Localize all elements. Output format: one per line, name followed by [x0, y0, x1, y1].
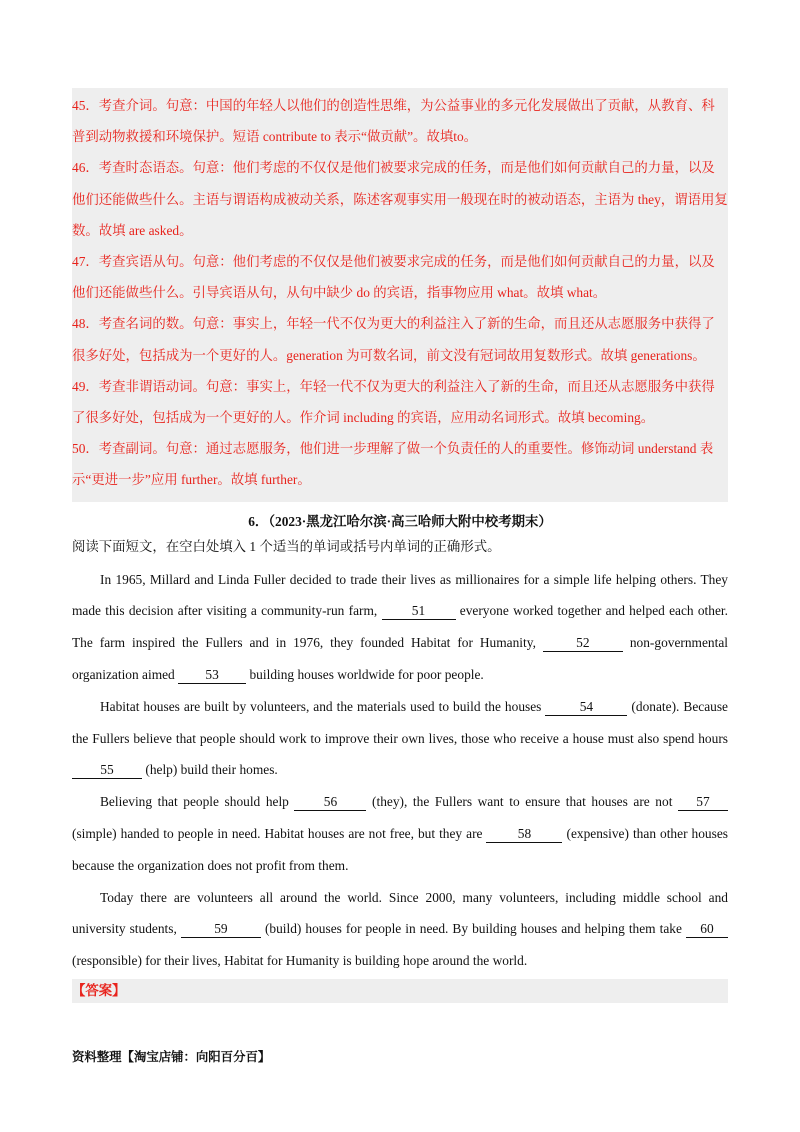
explanation-box — [72, 88, 728, 502]
passage-text: (simple) handed to people in need. Habitat houses are not free, but they are — [72, 826, 483, 842]
passage-text: Believing that people should help — [100, 794, 289, 810]
explanation-47: 47．考查宾语从句。句意：他们考虑的不仅仅是他们被要求完成的任务，而是他们如何贡献自己的力量，以及他们还能做些什么。引导宾语从句，从句中缺少 do 的宾语，指事物应用 what。故填 what。 — [72, 254, 715, 301]
blank-54[interactable]: 54 — [545, 698, 627, 716]
passage-text: (donate). Because the Fullers believe that people should work to improve their own lives, those who receive a house must also spend hours — [72, 698, 728, 746]
blank-59[interactable]: 59 — [181, 920, 261, 938]
passage-text: Habitat houses are built by volunteers, and the materials used to build the houses — [100, 698, 542, 714]
passage-text: (they), the Fullers want to ensure that houses are not — [372, 794, 673, 810]
blank-58[interactable]: 58 — [486, 825, 562, 843]
blank-60[interactable]: 60 — [686, 920, 728, 938]
passage-text: (responsible) for their lives, Habitat for Humanity is building hope around the world. — [72, 953, 528, 969]
explanation-48: 48．考查名词的数。句意：事实上，年轻一代不仅为更大的利益注入了新的生命，而且还从志愿服务中获得了很多好处，包括成为一个更好的人。generation 为可数名词，前文没有冠词故用复数形式。故填 generations。 — [72, 316, 715, 363]
page-content — [72, 88, 728, 1003]
passage-text: In 1965, Millard and Linda Fuller decided to trade their lives as millionaires for a simple life helping others. They made this decision after visiting a community-run farm, — [72, 571, 728, 619]
passage-paragraph-4 — [72, 882, 728, 977]
passage-paragraph-2 — [72, 691, 728, 786]
explanation-45: 45．考查介词。句意：中国的年轻人以他们的创造性思维，为公益事业的多元化发展做出了贡献，从教育、科普到动物救援和环境保护。短语 contribute to 表示“做贡献”。故填to。 — [72, 98, 715, 145]
passage-text: (help) build their homes. — [145, 762, 278, 778]
reading-passage — [72, 564, 728, 977]
passage-text: (build) houses for people in need. By building houses and helping them take — [264, 921, 682, 937]
explanation-50: 50．考查副词。句意：通过志愿服务，他们进一步理解了做一个负责任的人的重要性。修饰动词 understand 表示“更进一步”应用 further。故填 further。 — [72, 441, 714, 488]
blank-55[interactable]: 55 — [72, 761, 142, 779]
blank-57[interactable]: 57 — [678, 793, 728, 811]
passage-text: non-governmental organization aimed — [72, 635, 728, 683]
answer-label: 【答案】 — [72, 979, 728, 1003]
passage-text: building houses worldwide for poor people. — [249, 667, 484, 683]
passage-paragraph-1 — [72, 564, 728, 691]
blank-53[interactable]: 53 — [178, 666, 246, 684]
explanation-46: 46．考查时态语态。句意：他们考虑的不仅仅是他们被要求完成的任务，而是他们如何贡献自己的力量，以及他们还能做些什么。主语与谓语构成被动关系，陈述客观事实用一般现在时的被动语态，主语为 they，谓语用复数。故填 are asked。 — [72, 160, 728, 238]
explanation-49: 49．考查非谓语动词。句意：事实上，年轻一代不仅为更大的利益注入了新的生命，而且还从志愿服务中获得了很多好处，包括成为一个更好的人。作介词 including 的宾语，应用动名词形式。故填 becoming。 — [72, 378, 715, 426]
blank-52[interactable]: 52 — [543, 634, 623, 652]
passage-text: (expensive) than other houses because the organization does not profit from them. — [72, 826, 728, 873]
passage-text: Today there are volunteers all around the world. Since 2000, many volunteers, including middle school and university students, — [72, 889, 728, 937]
blank-51[interactable]: 51 — [382, 602, 456, 620]
footer-source: 资料整理【淘宝店铺：向阳百分百】 — [72, 1050, 271, 1064]
passage-text: everyone worked together and helped each other. The farm inspired the Fullers and in 1976, they founded Habitat for Humanity, — [72, 603, 728, 651]
question-heading: 6．（2023·黑龙江哈尔滨·高三哈师大附中校考期末） — [248, 513, 552, 529]
passage-paragraph-3 — [72, 786, 728, 881]
blank-56[interactable]: 56 — [294, 793, 366, 811]
question-instruction: 阅读下面短文，在空白处填入 1 个适当的单词或括号内单词的正确形式。 — [72, 538, 501, 554]
